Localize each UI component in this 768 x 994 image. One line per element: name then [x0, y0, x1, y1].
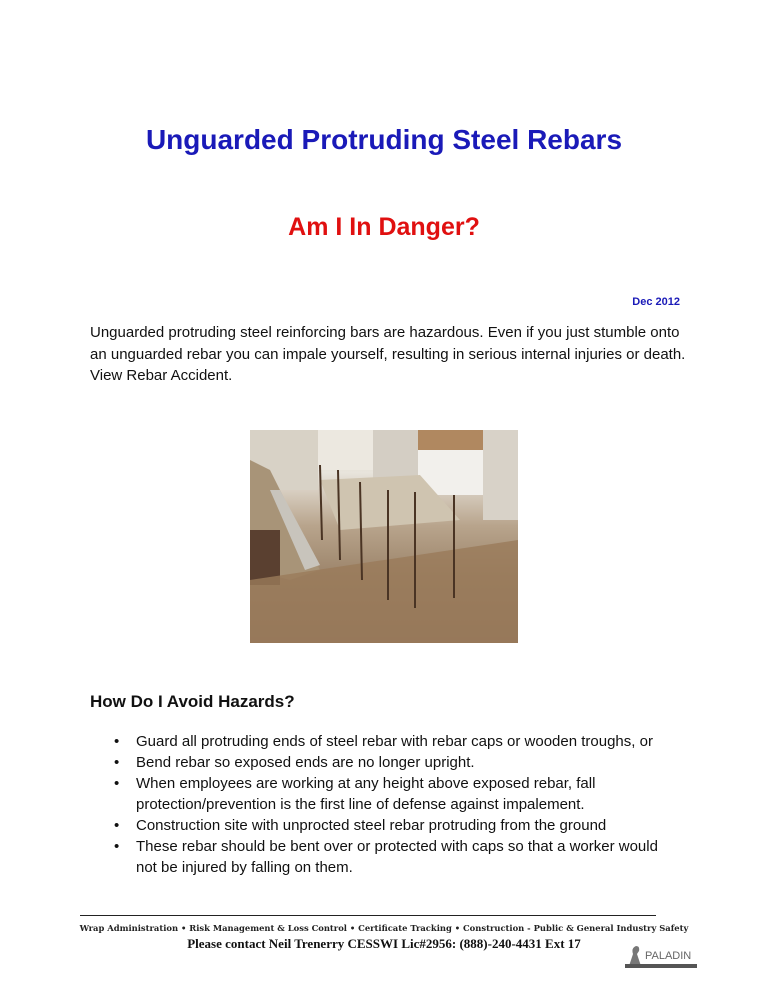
list-item: • These rebar should be bent over or protected with caps so that a worker would not be injured by falling on them. [112, 836, 682, 878]
page-subtitle: Am I In Danger? [288, 213, 480, 241]
footer-contact: Please contact Neil Trenerry CESSWI Lic#2956: (888)-240-4431 Ext 17 [187, 936, 581, 951]
rebar-site-photo [250, 430, 518, 643]
list-item: • When employees are working at any height above exposed rebar, fall protection/prevention is the first line of defense against impalement. [112, 773, 682, 815]
paladin-logo [625, 942, 697, 968]
list-item: • Guard all protruding ends of steel rebar with rebar caps or wooden troughs, or [112, 731, 682, 752]
list-item: • Construction site with unprocted steel rebar protruding from the ground [112, 815, 682, 836]
intro-paragraph: Unguarded protruding steel reinforcing bars are hazardous. Even if you just stumble onto an unguarded rebar you can impale yourself, resulting in serious internal injuries or death. View Rebar Accident. [90, 324, 686, 384]
list-item: • Bend rebar so exposed ends are no longer upright. [112, 752, 682, 773]
page-title: Unguarded Protruding Steel Rebars [145, 124, 623, 155]
section-heading: How Do I Avoid Hazards? [90, 692, 295, 711]
footer-services: Wrap Administration • Risk Management & Loss Control • Certificate Tracking • Construction - Public & General Industry Safety [79, 923, 689, 933]
svg-text:PALADIN: PALADIN [645, 950, 692, 962]
footer-divider [80, 915, 656, 916]
hazard-avoidance-list [112, 731, 682, 878]
date-label: Dec 2012 [632, 296, 680, 308]
